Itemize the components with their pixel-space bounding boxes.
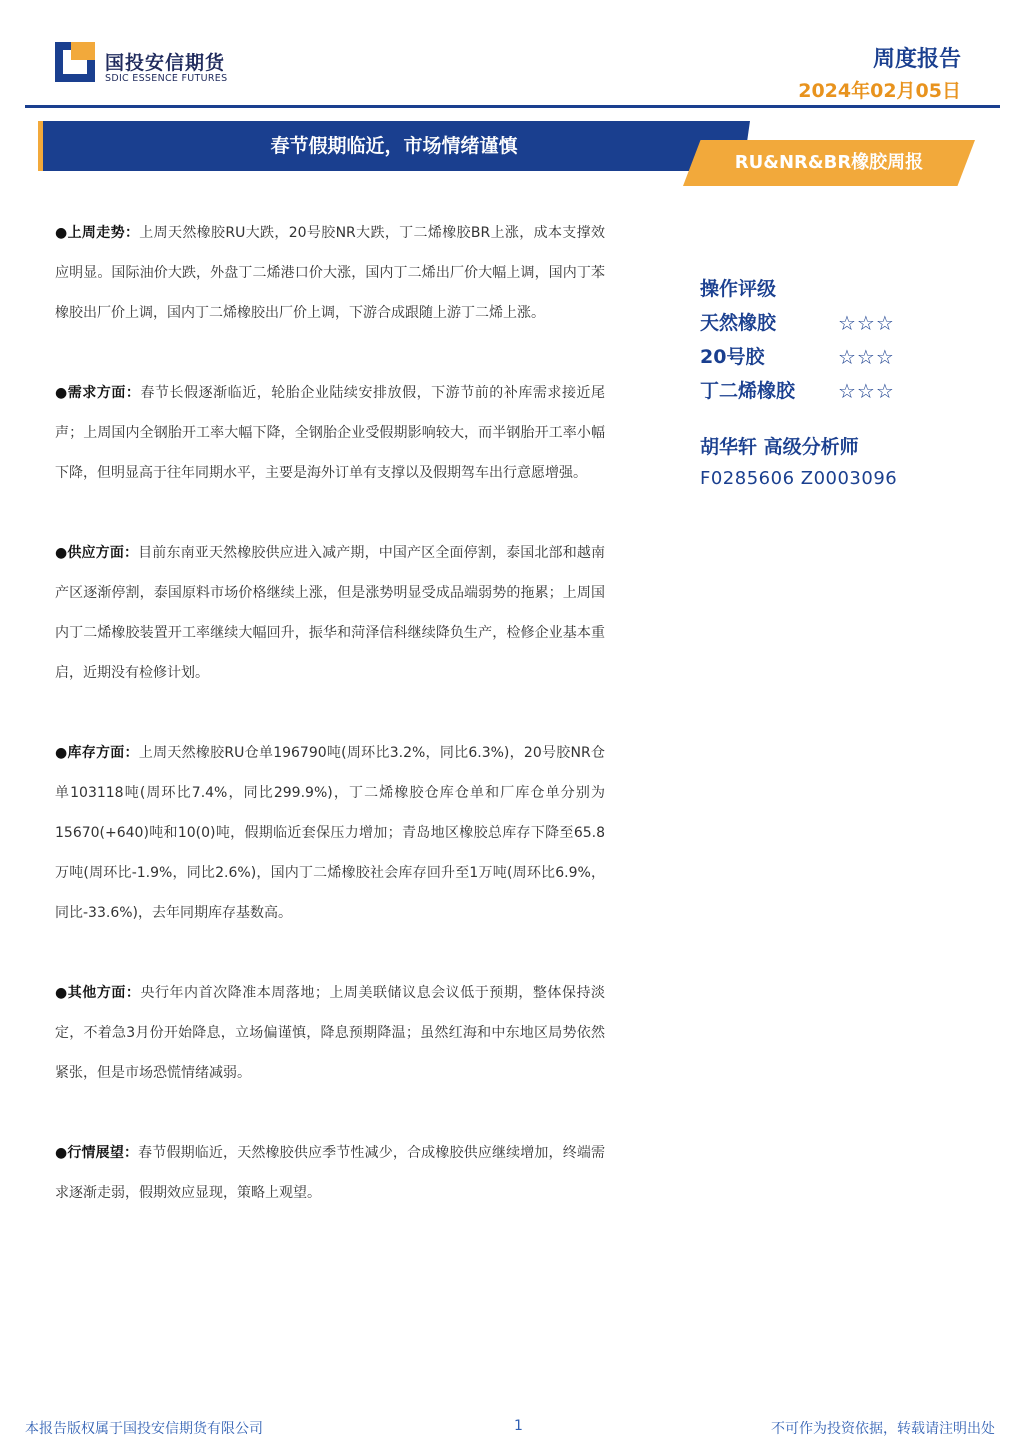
bullet-icon: ● — [55, 385, 68, 401]
rating-name: 20号胶 — [700, 346, 765, 368]
section-demand — [55, 373, 605, 493]
star-rating-icon: ☆☆☆ — [838, 345, 895, 369]
rating-name: 天然橡胶 — [700, 312, 777, 334]
report-date: 2024年02月05日 — [798, 80, 961, 102]
company-logo — [55, 42, 245, 90]
header-divider — [25, 105, 1000, 108]
rating-row-natural-rubber — [700, 306, 1000, 340]
rating-row-butadiene-rubber — [700, 374, 1000, 408]
section-text: 春节假期临近，天然橡胶供应季节性减少，合成橡胶供应继续增加，终端需求逐渐走弱，假期效应显现，策略上观望。 — [55, 1145, 606, 1201]
section-text: 春节长假逐渐临近，轮胎企业陆续安排放假，下游节前的补库需求接近尾声；上周国内全钢胎开工率大幅下降，全钢胎企业受假期影响较大，而半钢胎开工率小幅下降，但明显高于往年同期水平，主要是海外订单有支撑以及假期驾车出行意愿增强。 — [55, 385, 606, 481]
section-text: 目前东南亚天然橡胶供应进入减产期，中国产区全面停割，泰国北部和越南产区逐渐停割，泰国原料市场价格继续上涨，但是涨势明显受成品端弱势的拖累；上周国内丁二烯橡胶装置开工率继续大幅回升，振华和菏泽信科继续降负生产，检修企业基本重启，近期没有检修计划。 — [55, 545, 606, 681]
section-label: 供应方面： — [67, 545, 139, 561]
report-body — [55, 213, 605, 1253]
page-number: 1 — [514, 1418, 523, 1434]
bullet-icon: ● — [55, 1145, 68, 1161]
star-rating-icon: ☆☆☆ — [838, 379, 895, 403]
bullet-icon: ● — [55, 985, 68, 1001]
rating-row-nr20 — [700, 340, 1000, 374]
section-inventory — [55, 733, 605, 933]
section-label: 行情展望： — [67, 1145, 139, 1161]
star-rating-icon: ☆☆☆ — [838, 311, 895, 335]
section-text: 上周天然橡胶RU仓单196790吨(周环比3.2%，同比6.3%)，20号胶NR仓单103118吨(周环比7.4%，同比299.9%)，丁二烯橡胶仓库仓单和厂库仓单分别为15670(+640)吨和10(0)吨，假期临近套保压力增加；青岛地区橡胶总库存下降至65.8万吨(周环比-1.9%，同比2.6%)，国内丁二烯橡胶社会库存回升至1万吨(周环比6.9%，同比-33.6%)，去年同期库存基数高。 — [55, 745, 605, 921]
rating-sidebar — [700, 272, 1000, 494]
logo-name-cn: 国投安信期货 — [105, 52, 226, 74]
section-label: 其他方面： — [67, 985, 141, 1001]
logo-name-en: SDIC ESSENCE FUTURES — [105, 73, 228, 84]
logo-mark-icon — [55, 42, 95, 82]
analyst-certificate: F0285606 Z0003096 — [700, 468, 898, 489]
footer-copyright: 本报告版权属于国投安信期货有限公司 — [25, 1421, 263, 1437]
section-label: 需求方面： — [67, 385, 141, 401]
section-outlook — [55, 1133, 605, 1213]
report-type: 周度报告 — [872, 47, 961, 72]
section-last-week — [55, 213, 605, 333]
section-label: 库存方面： — [67, 745, 139, 761]
section-label: 上周走势： — [67, 225, 140, 241]
section-supply — [55, 533, 605, 693]
rating-title: 操作评级 — [700, 278, 777, 300]
rating-name: 丁二烯橡胶 — [700, 380, 796, 402]
footer-disclaimer: 不可作为投资依据，转载请注明出处 — [771, 1421, 995, 1437]
bullet-icon: ● — [55, 745, 68, 761]
report-title: 春节假期临近，市场情绪谨慎 — [270, 135, 518, 157]
section-other — [55, 973, 605, 1093]
section-text: 上周天然橡胶RU大跌，20号胶NR大跌，丁二烯橡胶BR上涨，成本支撑效应明显。国际油价大跌，外盘丁二烯港口价大涨，国内丁二烯出厂价大幅上调，国内丁苯橡胶出厂价上调，国内丁二烯橡胶出厂价上调，下游合成跟随上游丁二烯上涨。 — [55, 225, 605, 321]
section-text: 央行年内首次降准本周落地；上周美联储议息会议低于预期，整体保持淡定，不着急3月份开始降息，立场偏谨慎，降息预期降温；虽然红海和中东地区局势依然紧张，但是市场恐慌情绪减弱。 — [55, 985, 606, 1081]
report-tag: RU&NR&BR橡胶周报 — [734, 152, 924, 173]
analyst-name: 胡华轩 高级分析师 — [700, 436, 859, 458]
bullet-icon: ● — [55, 545, 68, 561]
bullet-icon: ● — [55, 225, 68, 241]
